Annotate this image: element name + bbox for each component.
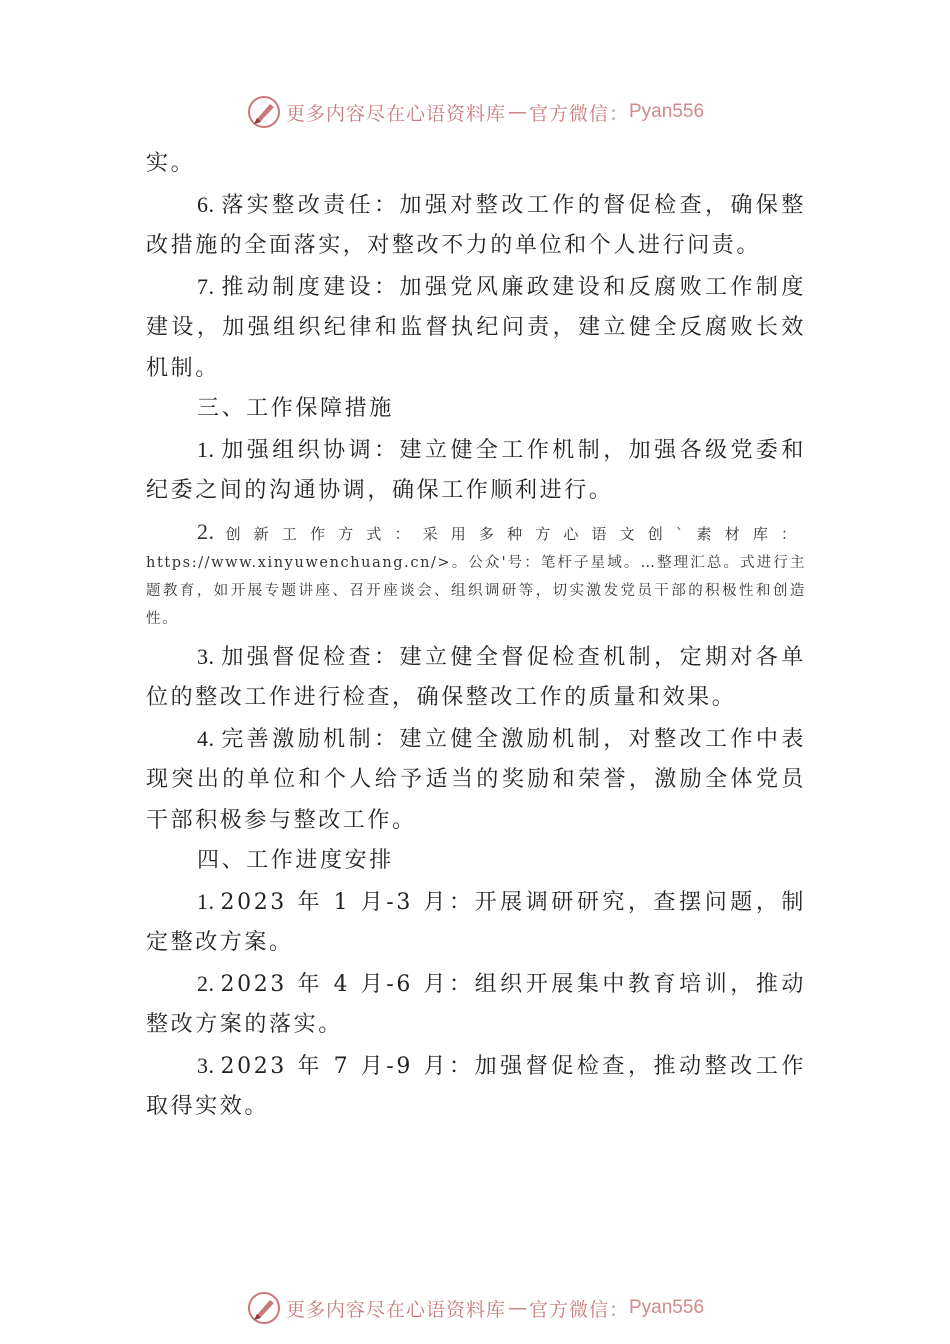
- item-number: 1.: [197, 888, 215, 914]
- watermark-dash: —: [507, 101, 527, 123]
- paragraph-item: [146, 1046, 806, 1128]
- pen-logo-icon: [246, 94, 282, 130]
- item-number: 3.: [197, 1052, 215, 1078]
- paragraph-item: [146, 430, 806, 512]
- item-text: 推动制度建设：加强党风廉政建设和反腐败工作制度建设，加强组织纪律和监督执纪问责，建立健全反腐败长效机制。: [146, 274, 806, 381]
- watermark-brand: 更多内容尽在心语资料库: [285, 1298, 506, 1321]
- header-watermark: [0, 92, 950, 132]
- paragraph-item: [146, 719, 806, 842]
- item-number: 6.: [197, 191, 215, 217]
- paragraph-item: [146, 267, 806, 390]
- watermark-wechat-label: 官方微信：: [528, 1298, 629, 1321]
- item-text-rest: https://www.xinyuwenchuang.cn/>。公众'号：笔杆子星域。…整理汇总。式进行主题教育，如开展专题讲座、召开座谈会、组织调研等，切实激发党员干部的积极性和创造性。: [146, 554, 806, 627]
- item-number: 7.: [197, 273, 215, 299]
- item-text: 2023 年 7 月-9 月：加强督促检查，推动整改工作取得实效。: [146, 1053, 806, 1119]
- item-text: 加强组织协调：建立健全工作机制，加强各级党委和纪委之间的沟通协调，确保工作顺利进行。: [146, 437, 806, 503]
- item-number: 4.: [197, 725, 215, 751]
- watermark-wechat-id: Pyan556: [629, 1297, 705, 1318]
- document-body: [146, 144, 806, 1128]
- item-text: 2023 年 4 月-6 月：组织开展集中教育培训，推动整改方案的落实。: [146, 971, 806, 1037]
- watermark-wechat-id: Pyan556: [629, 101, 705, 122]
- paragraph-item: [146, 637, 806, 719]
- paragraph-item: [146, 964, 806, 1046]
- watermark-brand: 更多内容尽在心语资料库: [285, 102, 506, 125]
- item-text-spaced: 创新工作方式：采用多种方心语文创`素材库：: [222, 524, 806, 543]
- item-text: 加强督促检查：建立健全督促检查机制，定期对各单位的整改工作进行检查，确保整改工作的质量和效果。: [146, 644, 806, 710]
- item-number: 3.: [197, 643, 215, 669]
- item-text: 完善激励机制：建立健全激励机制，对整改工作中表现突出的单位和个人给予适当的奖励和荣誉，激励全体党员干部积极参与整改工作。: [146, 726, 806, 833]
- paragraph-item: [146, 518, 806, 633]
- item-number: 2.: [197, 518, 215, 544]
- footer-watermark: [0, 1288, 950, 1328]
- watermark-wechat-label: 官方微信：: [528, 102, 629, 125]
- section-heading: 三、工作保障措施: [197, 396, 394, 421]
- pen-logo-icon: [246, 1290, 282, 1326]
- item-text: 2023 年 1 月-3 月：开展调研研究，查摆问题，制定整改方案。: [146, 889, 806, 955]
- item-text: 落实整改责任：加强对整改工作的督促检查，确保整改措施的全面落实，对整改不力的单位和个人进行问责。: [146, 192, 806, 258]
- section-heading: 四、工作进度安排: [197, 848, 394, 873]
- item-number: 1.: [197, 436, 215, 462]
- paragraph-item: [146, 882, 806, 964]
- paragraph-item: [146, 185, 806, 267]
- watermark-dash: —: [507, 1297, 527, 1319]
- paragraph-continuation: 实。: [146, 151, 196, 176]
- item-number: 2.: [197, 970, 215, 996]
